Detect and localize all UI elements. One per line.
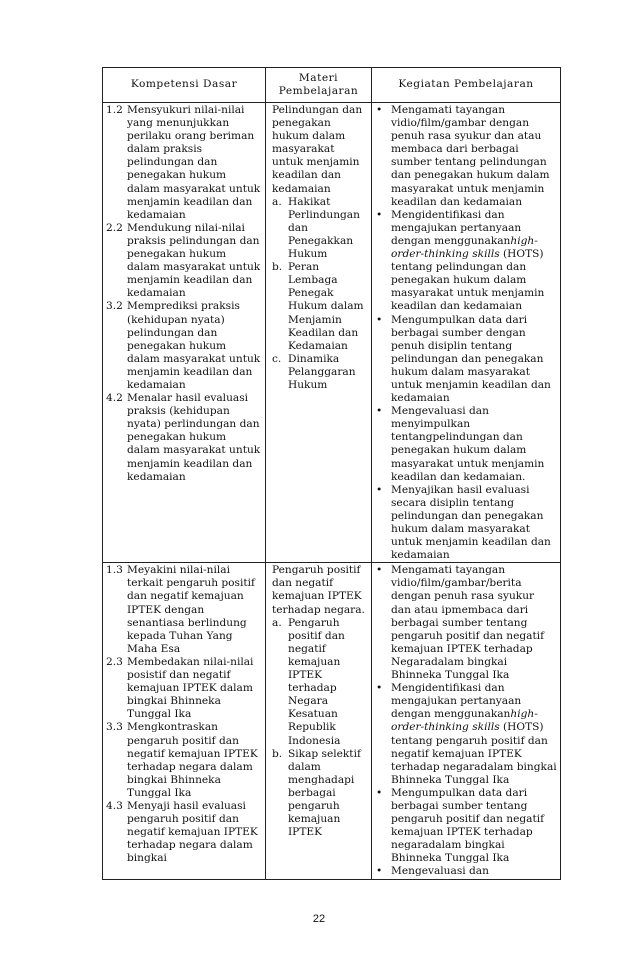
kompetensi-item (106, 300, 262, 392)
curriculum-table (102, 67, 561, 880)
bullet-icon: • (376, 313, 383, 326)
kegiatan-item (375, 682, 557, 787)
kegiatan-text: Mengidentifikasi dan mengajukan pertanyaan dengan menggunakanhigh-order-thinking skills (HOTS) tentang pelindungan dan penegakan hukum dalam masyarakat untuk menjamin keadilan dan kedamaian (391, 208, 545, 313)
kompetensi-number: 1.2 (106, 104, 123, 116)
kompetensi-number: 2.2 (106, 221, 123, 234)
kompetensi-number: 2.3 (106, 655, 123, 668)
table-header-row (103, 68, 561, 103)
materi-letter: b. (272, 747, 283, 760)
materi-item (272, 617, 368, 748)
kegiatan-item (375, 564, 557, 682)
materi-letter: a. (272, 195, 282, 208)
kegiatan-item (375, 787, 557, 866)
kompetensi-dasar-cell (103, 103, 266, 563)
kompetensi-text: Mensyukuri nilai-nilai yang menunjukkan perilaku orang beriman dalam praksis pelindungan dan penegakan hukum dalam masyarakat untuk menjamin keadilan dan kedamaian (127, 104, 261, 221)
page-number: 22 (312, 913, 326, 925)
kompetensi-item (106, 800, 262, 865)
kompetensi-item (106, 104, 262, 222)
kompetensi-number: 1.3 (106, 564, 123, 577)
kompetensi-item (106, 222, 262, 301)
kegiatan-item (375, 405, 557, 484)
kegiatan-text: Menyajikan hasil evaluasi secara disiplin tentang pelindungan dan penegakan hukum dalam masyarakat untuk menjamin keadilan dan kedamaian (391, 483, 551, 562)
kegiatan-text: Mengamati tayangan vidio/film/gambar dengan penuh rasa syukur dan atau membaca dari berbagai sumber tentang pelindungan dan penegakan hukum dalam masyarakat untuk menjamin keadilan dan kedamaian (391, 104, 550, 208)
bullet-icon: • (376, 786, 383, 799)
kegiatan-text: Mengumpulkan data dari berbagai sumber dengan penuh disiplin tentang pelindungan dan penegakan hukum dalam masyarakat untuk menjamin keadilan dan kedamaian (391, 313, 551, 405)
kompetensi-item (106, 656, 262, 721)
kegiatan-cell (372, 563, 561, 879)
kompetensi-item (106, 564, 262, 656)
kegiatan-list (375, 564, 557, 878)
materi-text: Dinamika Pelanggaran Hukum (288, 352, 356, 391)
kompetensi-text: Memprediksi praksis (kehidupan nyata) pelindungan dan penegakan hukum dalam masyarakat untuk menjamin keadilan dan kedamaian (127, 300, 261, 391)
materi-text: Hakikat Perlindungan dan Penegakkan Hukum (288, 195, 360, 261)
kegiatan-list (375, 104, 557, 562)
kompetensi-item (106, 721, 262, 800)
kompetensi-number: 3.2 (106, 300, 123, 313)
bullet-icon: • (376, 483, 383, 496)
materi-cell (266, 563, 372, 879)
kompetensi-text: Meyakini nilai-nilai terkait pengaruh positif dan negatif kemajuan IPTEK dengan senantiasa berlindung kepada Tuhan Yang Maha Esa (127, 564, 255, 655)
materi-list (269, 617, 368, 840)
materi-letter: a. (272, 616, 282, 629)
header-kompetensi-dasar: Kompetensi Dasar (103, 68, 266, 103)
kompetensi-number: 3.3 (106, 721, 123, 734)
materi-intro: Pengaruh positif dan negatif kemajuan IPTEK terhadap negara. (272, 564, 365, 616)
kegiatan-text: Mengidentifikasi dan mengajukan pertanyaan dengan menggunakanhigh-order-thinking skills (HOTS) tentang pengaruh positif dan negatif kemajuan IPTEK terhadap negaradalam bingkai Bhinneka Tunggal Ika (391, 682, 557, 786)
bullet-icon: • (376, 104, 383, 116)
materi-item (272, 748, 368, 840)
bullet-icon: • (376, 865, 383, 878)
kompetensi-list (106, 104, 262, 484)
kompetensi-list (106, 564, 262, 865)
materi-letter: b. (272, 261, 283, 274)
kompetensi-dasar-cell (103, 563, 266, 879)
kegiatan-item (375, 865, 557, 878)
materi-cell (266, 103, 372, 563)
kompetensi-text: Mengkontraskan pengaruh positif dan negatif kemajuan IPTEK terhadap negara dalam bingkai Bhinneka Tunggal Ika (127, 721, 258, 799)
materi-text: Sikap selektif dalam menghadapi berbagai pengaruh kemajuan IPTEK (288, 747, 361, 839)
materi-item (272, 261, 368, 353)
header-materi-pembelajaran: Materi Pembelajaran (266, 68, 372, 103)
bullet-icon: • (376, 564, 383, 577)
header-kegiatan-pembelajaran: Kegiatan Pembelajaran (372, 68, 561, 103)
kompetensi-text: Menyaji hasil evaluasi pengaruh positif dan negatif kemajuan IPTEK terhadap negara dalam bingkai (127, 799, 258, 865)
kompetensi-number: 4.2 (106, 392, 123, 405)
kegiatan-item (375, 209, 557, 314)
kompetensi-text: Menalar hasil evaluasi praksis (kehidupan nyata) perlindungan dan penegakan hukum dalam masyarakat untuk menjamin keadilan dan kedamaian (127, 392, 261, 483)
table-row (103, 563, 561, 879)
kegiatan-item (375, 314, 557, 406)
kegiatan-text: Mengevaluasi dan menyimpulkan tentangpelindungan dan penegakan hukum dalam masyarakat untuk menjamin keadilan dan kedamaian. (391, 405, 545, 483)
kegiatan-text: Mengevaluasi dan (391, 865, 489, 878)
materi-intro: Pelindungan dan penegakan hukum dalam masyarakat untuk menjamin keadilan dan kedamaian (272, 104, 363, 195)
materi-text: Peran Lembaga Penegak Hukum dalam Menjamin Keadilan dan Kedamaian (288, 261, 364, 352)
materi-list (269, 196, 368, 392)
hots-term: high-order-thinking skills (391, 234, 538, 261)
materi-letter: c. (272, 352, 282, 365)
kompetensi-number: 4.3 (106, 799, 123, 812)
kegiatan-item (375, 104, 557, 209)
bullet-icon: • (376, 208, 383, 221)
materi-item (272, 353, 368, 392)
kompetensi-text: Mendukung nilai-nilai praksis pelindungan dan penegakan hukum dalam masyarakat untuk menjamin keadilan dan kedamaian (127, 221, 261, 300)
kompetensi-text: Membedakan nilai-nilai posistif dan negatif kemajuan IPTEK dalam bingkai Bhinneka Tunggal Ika (127, 655, 254, 721)
bullet-icon: • (376, 682, 383, 695)
table-row (103, 103, 561, 563)
materi-item (272, 196, 368, 261)
kegiatan-text: Mengumpulkan data dari berbagai sumber tentang pengaruh positif dan negatif kemajuan IPTEK terhadap negaradalam bingkai Bhinneka Tunggal Ika (391, 786, 545, 865)
kompetensi-item (106, 392, 262, 484)
kegiatan-item (375, 484, 557, 563)
kegiatan-text: Mengamati tayangan vidio/film/gambar/berita dengan penuh rasa syukur dan atau ipmembaca dari berbagai sumber tentang pengaruh positif dan negatif kemajuan IPTEK terhadap Negaradalam bingkai Bhinneka Tunggal Ika (391, 564, 545, 682)
kegiatan-cell (372, 103, 561, 563)
materi-text: Pengaruh positif dan negatif kemajuan IPTEK terhadap Negara Kesatuan Republik Indonesia (288, 616, 345, 747)
hots-term: high-order-thinking skills (391, 708, 538, 734)
bullet-icon: • (376, 405, 383, 418)
